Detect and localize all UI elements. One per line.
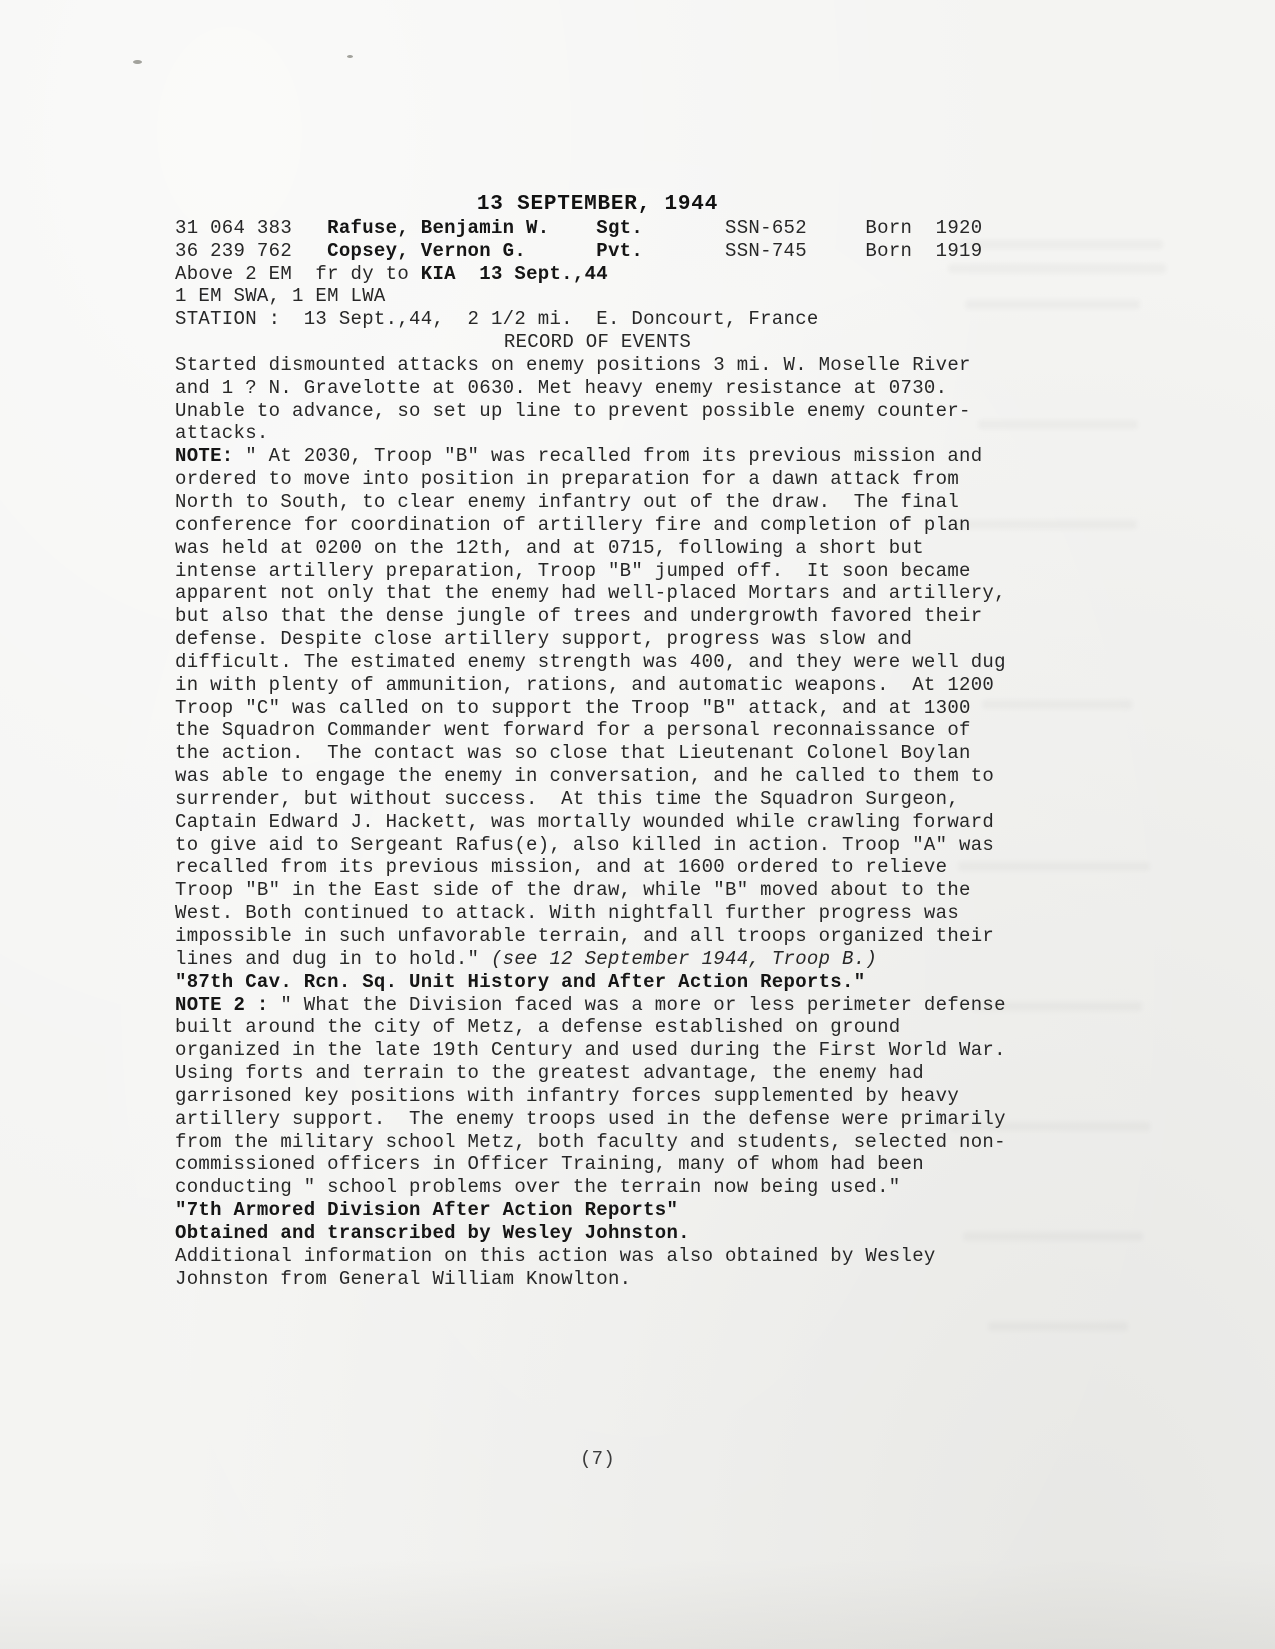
text-line: organized in the late 19th Century and used during the First World War. (175, 1039, 1006, 1062)
text-line: difficult. The estimated enemy strength was 400, and they were well dug (175, 650, 1006, 673)
kia-status: KIA 13 Sept.,44 (420, 262, 608, 285)
column-gap (526, 240, 596, 262)
text-line: Troop "B" in the East side of the draw, while "B" moved about to the (175, 879, 971, 902)
text-line: artillery support. The enemy troops used in the defense were primarily (175, 1107, 1006, 1130)
text-line: commissioned officers in Officer Training, many of whom had been (175, 1153, 924, 1176)
text-line: recalled from its previous mission, and at 1600 ordered to relieve (175, 856, 948, 879)
text-line: surrender, but without success. At this time the Squadron Surgeon, (175, 787, 960, 810)
station-line: STATION : 13 Sept.,44, 2 1/2 mi. E. Doncourt, France (175, 308, 819, 331)
text-line: the Squadron Commander went forward for a personal reconnaissance of (175, 719, 971, 742)
note-text: " At 2030, Troop "B" was recalled from its previous mission and (233, 445, 983, 468)
text-line: Additional information on this action was also obtained by Wesley (175, 1244, 936, 1267)
roster-row (175, 217, 1020, 240)
text-line: Using forts and terrain to the greatest advantage, the enemy had (175, 1062, 924, 1085)
record-of-events-heading: RECORD OF EVENTS (503, 331, 692, 354)
note1-first-line (175, 445, 1020, 468)
soldier-rank: Sgt. (596, 216, 644, 239)
wounded-line: 1 EM SWA, 1 EM LWA (175, 285, 386, 308)
ssn-and-birth: SSN-745 Born 1919 (643, 239, 983, 262)
text-line: West. Both continued to attack. With nightfall further progress was (175, 902, 960, 925)
soldier-name: Rafuse, Benjamin W. (327, 216, 550, 239)
text-line: apparent not only that the enemy had well-placed Mortars and artillery, (175, 582, 1006, 605)
casualty-line (175, 263, 1020, 286)
note-label: NOTE: (175, 445, 234, 468)
transcriber-line: Obtained and transcribed by Wesley Johnston. (175, 1221, 690, 1244)
note2-first-line (175, 994, 1020, 1017)
date-heading: 13 SEPTEMBER, 1944 (476, 193, 719, 216)
soldier-name: Copsey, Vernon G. (327, 239, 527, 262)
note-text: " What the Division faced was a more or less perimeter defense (268, 993, 1006, 1016)
soldier-rank: Pvt. (596, 239, 644, 262)
roster-row (175, 240, 1020, 263)
text-line: Captain Edward J. Hackett, was mortally wounded while crawling forward (175, 810, 995, 833)
text-line: Unable to advance, so set up line to prevent possible enemy counter- (175, 399, 971, 422)
scan-bleed-artifact (988, 1322, 1128, 1331)
text-line: Troop "C" was called on to support the Troop "B" attack, and at 1300 (175, 696, 971, 719)
text-line: but also that the dense jungle of trees and undergrowth favored their (175, 605, 983, 628)
scan-speck (133, 60, 142, 64)
casualty-prefix: Above 2 EM fr dy to (175, 262, 421, 285)
text-line: garrisoned key positions with infantry forces supplemented by heavy (175, 1084, 960, 1107)
service-number: 36 239 762 (175, 239, 328, 262)
text-line: to give aid to Sergeant Rafus(e), also killed in action. Troop "A" was (175, 833, 995, 856)
text-line: ordered to move into position in preparation for a dawn attack from (175, 468, 960, 491)
text-line: built around the city of Metz, a defense established on ground (175, 1016, 901, 1039)
text-line: conducting " school problems over the terrain now being used." (175, 1176, 901, 1199)
text-line: intense artillery preparation, Troop "B" jumped off. It soon became (175, 559, 971, 582)
citation-reference: (see 12 September 1944, Troop B.) (490, 947, 878, 970)
text-line: North to South, to clear enemy infantry out of the draw. The final (175, 490, 960, 513)
text-line: and 1 ? N. Gravelotte at 0630. Met heavy enemy resistance at 0730. (175, 376, 948, 399)
source-citation: "7th Armored Division After Action Reports" (175, 1199, 679, 1222)
note-label: NOTE 2 : (175, 993, 269, 1016)
service-number: 31 064 383 (175, 216, 328, 239)
text-line: in with plenty of ammunition, rations, and automatic weapons. At 1200 (175, 673, 995, 696)
document-body (175, 194, 1020, 1291)
text-line: the action. The contact was so close that Lieutenant Colonel Boylan (175, 742, 971, 765)
page-number: (7) (579, 1448, 616, 1470)
text-line: conference for coordination of artillery fire and completion of plan (175, 513, 971, 536)
text-line: defense. Despite close artillery support, progress was slow and (175, 628, 913, 651)
text-line: was able to engage the enemy in conversation, and he called to them to (175, 765, 995, 788)
column-gap (549, 217, 596, 239)
note1-last-line (175, 948, 1020, 971)
text-line: Johnston from General William Knowlton. (175, 1267, 632, 1290)
text-line: impossible in such unfavorable terrain, and all troops organized their (175, 925, 995, 947)
text-line: from the military school Metz, both faculty and students, selected non- (175, 1130, 1006, 1153)
note-text: lines and dug in to hold." (175, 947, 491, 970)
source-citation: "87th Cav. Rcn. Sq. Unit History and After Action Reports." (175, 970, 866, 993)
text-line: Started dismounted attacks on enemy positions 3 mi. W. Moselle River (175, 353, 971, 376)
text-line: attacks. (175, 422, 269, 445)
scan-speck (347, 55, 353, 58)
ssn-and-birth: SSN-652 Born 1920 (643, 216, 983, 239)
text-line: was held at 0200 on the 12th, and at 0715, following a short but (175, 536, 924, 559)
